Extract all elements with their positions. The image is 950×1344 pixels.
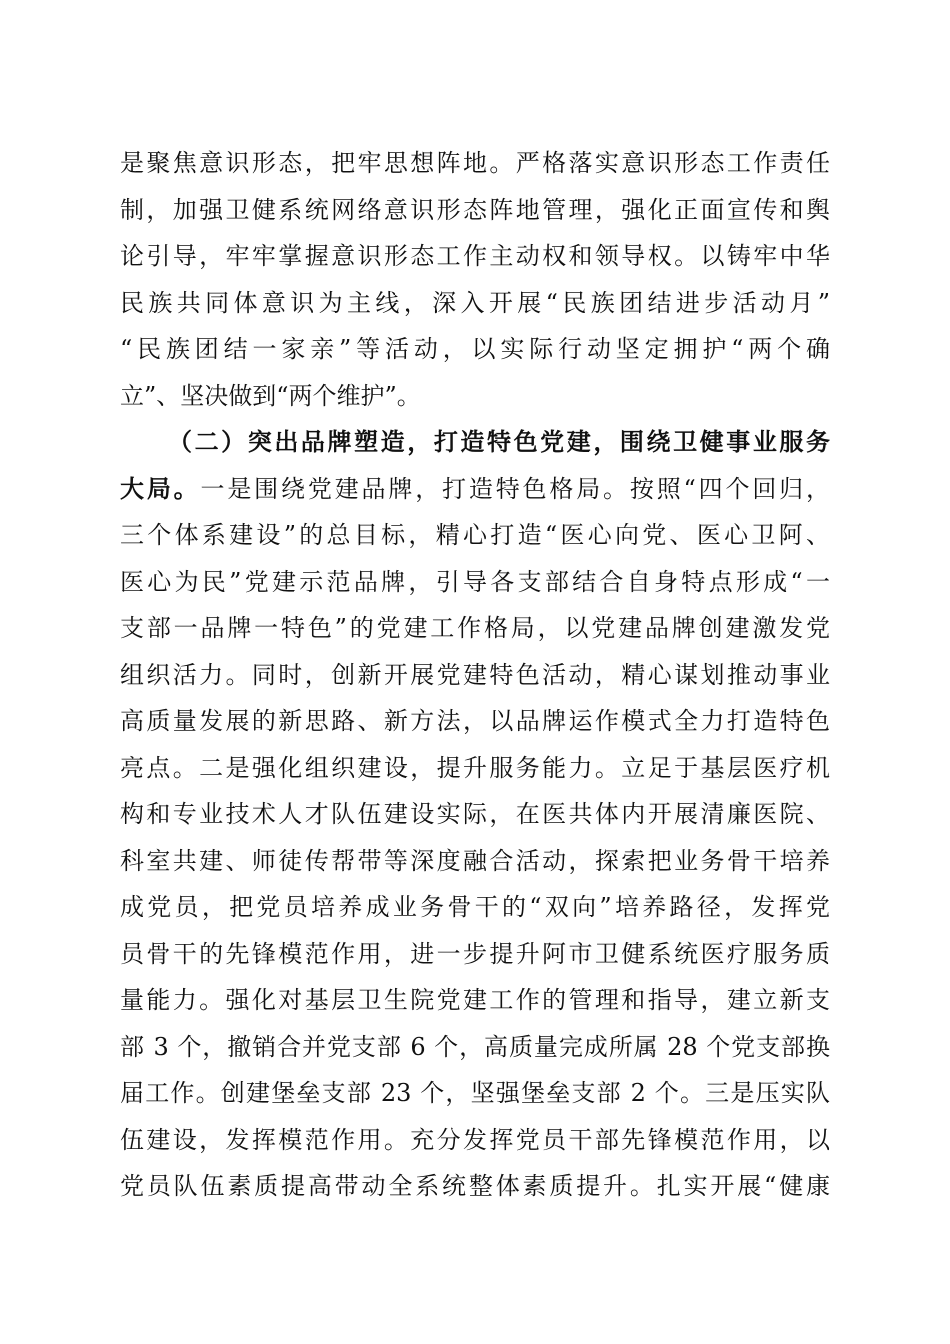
line-text: 高质量发展的新思路、新方法，以品牌运作模式全力打造特色 [120, 707, 830, 735]
text-line [120, 652, 830, 699]
text-line [120, 605, 830, 652]
line-text: 支部一品牌一特色”的党建工作格局，以党建品牌创建激发党 [120, 614, 830, 642]
text-line [120, 1163, 830, 1210]
line-text: 量能力。强化对基层卫生院党建工作的管理和指导，建立新支 [120, 986, 830, 1014]
text-line [120, 884, 830, 931]
text-line [120, 373, 830, 420]
line-text: 亮点。二是强化组织建设，提升服务能力。立足于基层医疗机 [120, 753, 830, 782]
line-text: 构和专业技术人才队伍建设实际，在医共体内开展清廉医院、 [120, 800, 830, 828]
body-text [120, 140, 830, 1210]
line-text: 民族共同体意识为主线，深入开展“民族团结进步活动月” [120, 288, 830, 317]
line-text: 科室共建、师徒传帮带等深度融合活动，探索把业务骨干培养 [120, 846, 830, 875]
line-text: 一是围绕党建品牌，打造特色格局。按照“四个回归， [200, 474, 830, 503]
text-line [120, 419, 830, 466]
text-line [120, 1117, 830, 1164]
line-text: 伍建设，发挥模范作用。充分发挥党员干部先锋模范作用，以 [120, 1125, 830, 1154]
text-line [120, 512, 830, 559]
line-text: 组织活力。同时，创新开展党建特色活动，精心谋划推动事业 [120, 660, 830, 689]
text-line [120, 326, 830, 373]
text-line [120, 233, 830, 280]
text-line [120, 1024, 830, 1071]
text-line [120, 977, 830, 1024]
line-text: 届工作。创建堡垒支部 23 个，坚强堡垒支部 2 个。三是压实队 [120, 1079, 830, 1107]
text-line [120, 698, 830, 745]
text-line [120, 791, 830, 838]
line-text: 员骨干的先锋模范作用，进一步提升阿市卫健系统医疗服务质 [120, 939, 830, 968]
bold-heading-text: 大局。 [120, 473, 201, 503]
line-text: “民族团结一家亲”等活动，以实际行动坚定拥护“两个确 [120, 335, 830, 363]
line-text: 制，加强卫健系统网络意识形态阵地管理，强化正面宣传和舆 [120, 195, 830, 224]
line-text: 党员队伍素质提高带动全系统整体素质提升。扎实开展“健康 [120, 1172, 830, 1200]
text-line [120, 466, 830, 513]
text-line [120, 745, 830, 792]
line-text: 成党员，把党员培养成业务骨干的“双向”培养路径，发挥党 [120, 893, 830, 921]
line-text: 医心为民”党建示范品牌，引导各支部结合自身特点形成“一 [120, 567, 830, 596]
line-text: 论引导，牢牢掌握意识形态工作主动权和领导权。以铸牢中华 [120, 242, 830, 270]
bold-heading-text: （二）突出品牌塑造，打造特色党建，围绕卫健事业服务 [168, 427, 830, 456]
text-line [120, 140, 830, 187]
line-text: 部 3 个，撤销合并党支部 6 个，高质量完成所属 28 个党支部换 [120, 1032, 830, 1061]
line-text: 三个体系建设”的总目标，精心打造“医心向党、医心卫阿、 [120, 521, 830, 549]
text-line [120, 1070, 830, 1117]
text-line [120, 187, 830, 234]
line-text: 立”、坚决做到“两个维护”。 [120, 381, 421, 410]
line-text: 是聚焦意识形态，把牢思想阵地。严格落实意识形态工作责任 [120, 149, 830, 177]
text-line [120, 931, 830, 978]
text-line [120, 280, 830, 327]
text-line [120, 559, 830, 606]
text-line [120, 838, 830, 885]
